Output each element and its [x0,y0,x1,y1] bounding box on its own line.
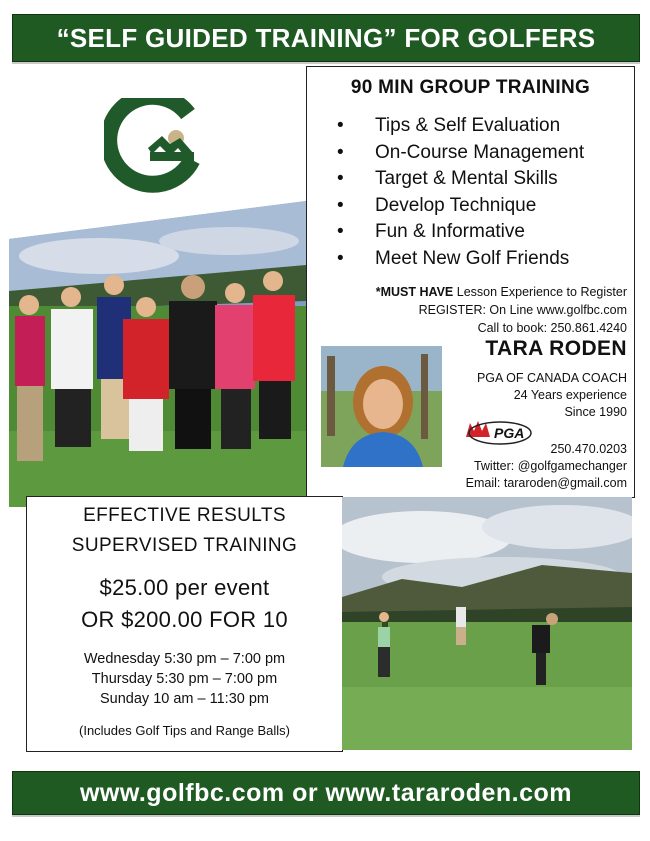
pricing-panel [26,496,343,752]
schedule-thursday: Thursday 5:30 pm – 7:00 pm [91,671,278,687]
must-have-text: Lesson Experience to Register [453,285,627,299]
coach-experience: 24 Years experience [513,388,627,402]
bullet-icon: • [337,141,344,163]
footer-banner [12,771,640,815]
list-item [337,193,584,220]
results-heading: EFFECTIVE RESULTS [83,505,286,526]
price-package: OR $200.00 FOR 10 [81,607,288,632]
list-item [337,166,584,193]
golf-g-logo-icon [104,98,204,194]
list-item [337,113,584,140]
pga-canada-logo-icon [460,417,532,447]
coach-email: Email: tararoden@gmail.com [465,476,627,490]
training-bullet-list [337,113,584,273]
schedule-wednesday: Wednesday 5:30 pm – 7:00 pm [83,651,286,667]
pga-logo-text: PGA [494,425,525,441]
header-banner [12,14,640,62]
bullet-icon: • [337,221,344,243]
group-golfers-photo [9,201,306,507]
bullet-text: Develop Technique [375,194,537,216]
price-per-event: $25.00 per event [99,575,270,600]
supervised-heading: SUPERVISED TRAINING [71,535,298,556]
includes-note: (Includes Golf Tips and Range Balls) [79,723,290,738]
bullet-icon: • [337,247,344,269]
footer-websites: www.golfbc.com or www.tararoden.com [79,779,573,807]
bullet-icon: • [337,115,344,136]
coach-twitter: Twitter: @golfgamechanger [473,459,627,473]
bullet-text: Tips & Self Evaluation [375,115,561,136]
schedule-sunday: Sunday 10 am – 11:30 pm [99,691,269,707]
must-have-note [376,285,627,299]
bullet-text: Meet New Golf Friends [375,247,570,269]
coach-portrait-photo [321,346,442,467]
bullet-text: Target & Mental Skills [375,168,558,190]
page-title: “SELF GUIDED TRAINING” FOR GOLFERS [56,23,596,53]
list-item [337,246,584,273]
bullet-icon: • [337,194,344,216]
bullet-text: Fun & Informative [375,221,525,243]
must-have-label: *MUST HAVE [375,285,454,299]
coach-title: PGA OF CANADA COACH [476,371,627,385]
call-line: Call to book: 250.861.4240 [477,321,627,335]
list-item [337,140,584,167]
group-training-panel [306,66,635,498]
register-line: REGISTER: On Line www.golfbc.com [418,303,627,317]
coach-name: TARA RODEN [485,337,627,360]
driving-range-photo [342,497,632,750]
coach-since: Since 1990 [564,405,627,419]
bullet-icon: • [337,168,344,190]
list-item [337,219,584,246]
bullet-text: On-Course Management [375,141,585,163]
coach-phone: 250.470.0203 [550,442,627,456]
training-title: 90 MIN GROUP TRAINING [350,77,591,98]
